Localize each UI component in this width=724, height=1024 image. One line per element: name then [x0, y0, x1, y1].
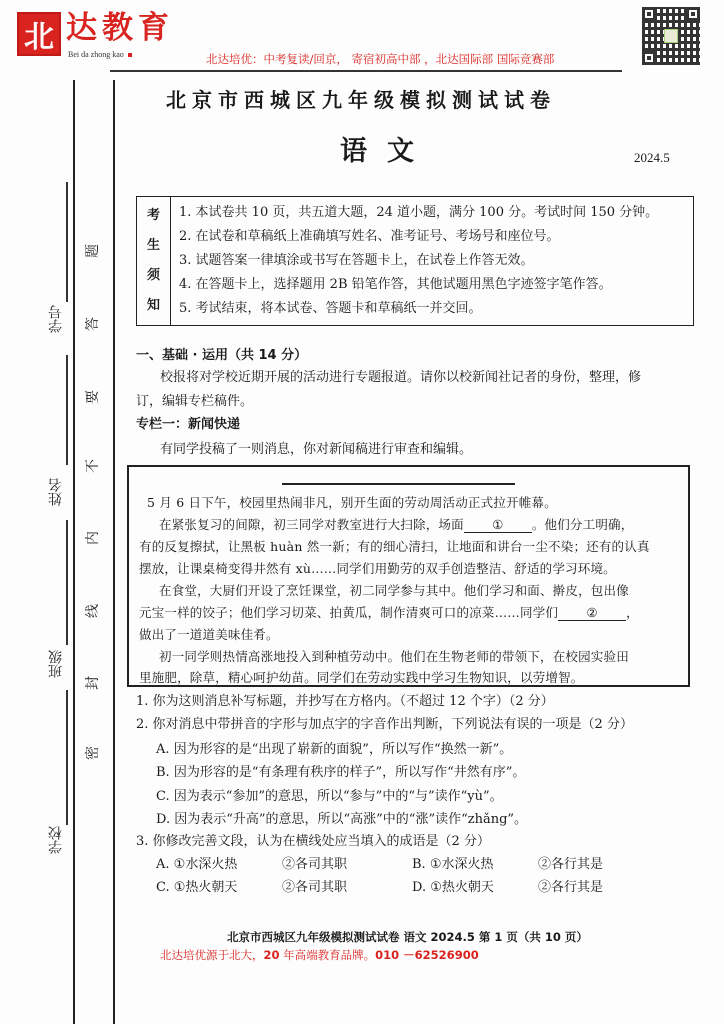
seal-char: 线 — [85, 604, 101, 618]
binding-line-outer — [73, 80, 75, 1024]
binding-line-inner — [113, 80, 115, 1024]
brand-pinyin — [68, 50, 132, 60]
news-line: 在食堂，大厨们开设了烹饪课堂，初二同学参与其中。他们学习和面、擀皮，包出像 — [159, 583, 629, 598]
promo-banner: 北达培优：中考复读/回京， 寄宿初高中部 ，北达国际部 国际竞赛部 — [206, 52, 555, 66]
notice-item: 3. 试题答案一律填涂或书写在答题卡上，在试卷上作答无效。 — [179, 253, 534, 268]
q2-option-c: C. 因为表示“参加”的意思，所以“参与”中的“与”读作“yù”。 — [156, 789, 503, 804]
option-part: ①热火朝天 — [430, 880, 494, 895]
q2-option-b: B. 因为形容的是“有条理有秩序的样子”，所以写作“井然有序”。 — [156, 765, 526, 780]
promo-phone: 010 －62526900 — [375, 948, 479, 962]
news-text: 元宝一样的饺子；他们学习切菜、拍黄瓜，制作清爽可口的凉菜……同学们 — [139, 605, 559, 620]
brand-logo — [17, 12, 61, 56]
qr-center-logo-icon — [664, 29, 678, 43]
news-text: 在紧张复习的间隙，初三同学对教室进行大扫除，场面 — [159, 517, 464, 532]
q3-option-b-part2: ②各行其是 — [538, 857, 604, 872]
seal-char: 密 — [85, 746, 101, 760]
headline-blank-line — [282, 483, 515, 485]
seal-char: 内 — [85, 531, 101, 545]
blank-1: ① — [464, 518, 532, 533]
news-line: 初一同学则热情高涨地投入到种植劳动中。他们在生物老师的带领下，在校园实验田 — [159, 649, 629, 664]
column-title: 专栏一：新闻快递 — [136, 417, 241, 432]
seal-char: 不 — [85, 459, 101, 473]
q3-options — [156, 857, 668, 896]
notice-label-char: 知 — [146, 298, 160, 313]
notice-items — [171, 197, 693, 325]
question-3: 3. 你修改完善文段，认为在横线处应当填入的成语是（2 分） — [136, 834, 490, 849]
section-intro-line: 校报将对学校近期开展的活动进行专题报道。请你以校新闻社记者的身份，整理，修 — [160, 370, 642, 385]
option-part: ①热火朝天 — [173, 880, 238, 895]
promo-years: 20 — [263, 948, 280, 962]
qr-code-icon — [642, 7, 700, 65]
seal-char: 题 — [85, 244, 101, 258]
brand-dot-icon — [128, 53, 132, 57]
brand-pinyin-text: Bei da zhong kao — [68, 50, 124, 59]
notice-item: 1. 本试卷共 10 页，共五道大题，24 道小题，满分 100 分。考试时间 150 分钟。 — [179, 205, 659, 220]
notice-item: 2. 在试卷和草稿纸上准确填写姓名、准考证号、考场号和座位号。 — [179, 229, 560, 244]
exam-date: 2024.5 — [634, 150, 670, 165]
section-intro-line: 订，编辑专栏稿件。 — [136, 394, 254, 409]
q3-option-c-part2: ②各司其职 — [282, 880, 348, 895]
news-line: 5 月 6 日下午，校园里热闹非凡，别开生面的劳动周活动正式拉开帷幕。 — [147, 495, 557, 510]
field-line — [66, 520, 68, 645]
q3-option-b — [412, 857, 538, 873]
news-line: 有的反复擦拭，让黑板 huàn 然一新；有的细心清扫，让地面和讲台一尘不染；还有的认真 — [139, 539, 650, 554]
notice-label-char: 生 — [146, 238, 160, 253]
news-line — [139, 605, 639, 621]
field-line — [66, 355, 68, 465]
qr-finder-icon — [686, 7, 700, 21]
q3-option-d — [412, 880, 538, 896]
q3-option-a-part2: ②各司其职 — [282, 857, 348, 872]
blank-2: ② — [558, 606, 626, 621]
q3-option-d-part2: ②各行其是 — [538, 880, 604, 895]
exam-title: 北京市西城区九年级模拟测试试卷 — [166, 88, 556, 112]
qr-finder-icon — [642, 51, 656, 65]
seal-char: 要 — [85, 390, 101, 404]
exam-notice-box — [136, 196, 694, 326]
news-line: 做出了一道道美味佳肴。 — [139, 627, 279, 642]
field-school-label: 学校 — [48, 826, 64, 854]
news-article-box — [127, 465, 690, 687]
field-line — [66, 182, 68, 302]
brand-name: 达教育 — [66, 10, 174, 46]
field-student-id-label: 学号 — [48, 305, 64, 333]
promo-text: 北达培优源于北大， — [160, 948, 264, 962]
notice-item: 5. 考试结束，将本试卷、答题卡和草稿纸一并交回。 — [179, 301, 482, 316]
qr-finder-icon — [642, 7, 656, 21]
seal-char: 答 — [85, 317, 101, 331]
notice-label — [137, 197, 171, 325]
news-text: ， — [626, 605, 639, 620]
q2-option-a: A. 因为形容的是“出现了崭新的面貌”，所以写作“换然一新”。 — [156, 742, 513, 757]
notice-label-char: 须 — [146, 268, 160, 283]
section-heading: 一、基础 · 运用（共 14 分） — [136, 348, 308, 363]
q2-option-d: D. 因为表示“升高”的意思，所以“高涨”中的“涨”读作“zhǎng”。 — [156, 812, 528, 827]
header-divider — [110, 70, 622, 72]
seal-char: 封 — [85, 676, 101, 690]
option-letter: D. — [412, 880, 427, 895]
subject-title: 语文 — [340, 136, 434, 167]
column-intro: 有同学投稿了一则消息，你对新闻稿进行审查和编辑。 — [160, 442, 473, 457]
question-2: 2. 你对消息中带拼音的字形与加点字的字音作出判断，下列说法有误的一项是（2 分） — [136, 717, 633, 732]
question-1: 1. 你为这则消息补写标题，并抄写在方格内。（不超过 12 个字）（2 分） — [136, 694, 554, 709]
option-letter: C. — [156, 880, 170, 895]
field-line — [66, 690, 68, 825]
news-line: 里施肥，除草，精心呵护幼苗。同学们在劳动实践中学习生物知识，以劳增智。 — [139, 670, 584, 685]
logo-glyph: 北 — [24, 20, 54, 55]
field-class-label: 班级 — [48, 650, 64, 678]
notice-label-char: 考 — [146, 208, 160, 223]
option-part: ①水深火热 — [429, 857, 494, 872]
promo-text: 年高端教育品牌。 — [279, 948, 376, 962]
option-part: ①水深火热 — [173, 857, 238, 872]
footer-promo — [160, 948, 479, 962]
notice-item: 4. 在答题卡上，选择题用 2B 铅笔作答，其他试题用黑色字迹签字笔作答。 — [179, 277, 612, 292]
q3-option-c — [156, 880, 282, 896]
news-text: 。他们分工明确， — [531, 517, 634, 532]
q3-option-a — [156, 857, 282, 873]
page-footer: 北京市西城区九年级模拟测试试卷 语文 2024.5 第 1 页（共 10 页） — [227, 930, 588, 944]
news-line: 摆放，让课桌椅变得井然有 xù……同学们用勤劳的双手创造整洁、舒适的学习环境。 — [139, 561, 616, 576]
news-line — [159, 517, 633, 533]
option-letter: A. — [156, 857, 170, 872]
field-name-label: 姓名 — [48, 478, 64, 506]
option-letter: B. — [412, 857, 426, 872]
